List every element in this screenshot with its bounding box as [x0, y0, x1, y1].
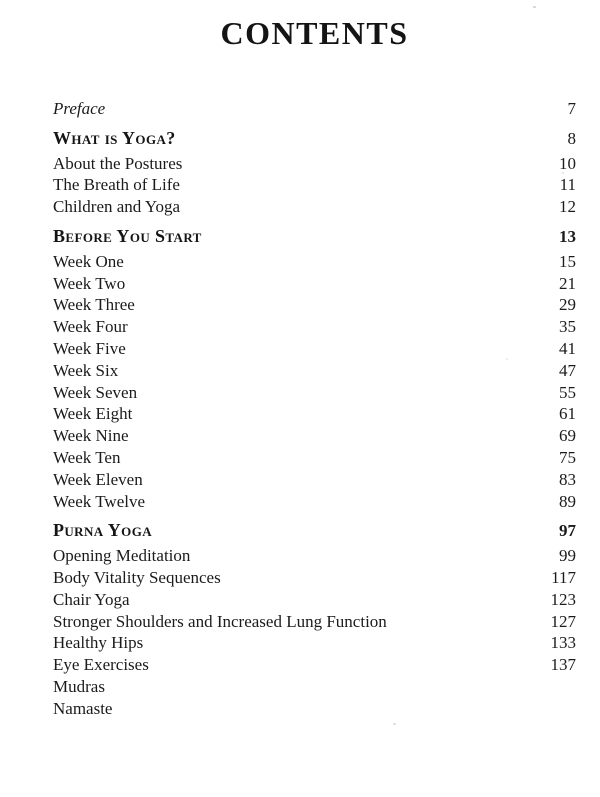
toc-entry — [53, 174, 576, 196]
toc-entry-label: Before You Start — [53, 225, 202, 246]
toc-entry-label: About the Postures — [53, 153, 183, 173]
toc-entry-label: Preface — [53, 99, 106, 118]
toc-entry — [53, 226, 576, 248]
toc-entry — [53, 294, 576, 316]
toc-entry — [53, 128, 576, 150]
toc-entry — [53, 153, 576, 175]
toc-entry-page: 47 — [559, 360, 576, 380]
toc-entry-label: Purna Yoga — [53, 520, 152, 541]
toc-entry-page: 89 — [559, 491, 576, 511]
toc-entry-page: 69 — [559, 426, 576, 446]
toc-entry-label: Week Two — [53, 273, 126, 293]
scan-speck — [562, 172, 564, 174]
toc-entry — [53, 654, 576, 676]
toc-entry — [53, 360, 576, 382]
toc-entry-page: 35 — [559, 317, 576, 337]
toc-entry-page: 55 — [559, 382, 576, 402]
toc-entry-page: 21 — [559, 273, 576, 293]
toc-entry-page: 99 — [559, 546, 576, 566]
toc-entry-label: Mudras — [53, 676, 105, 696]
toc-entry-label: Week Ten — [53, 447, 121, 467]
toc-entry — [53, 425, 576, 447]
toc-entry-label: Stronger Shoulders and Increased Lung Function — [53, 611, 387, 631]
toc-entry-page: 7 — [567, 99, 576, 118]
toc-entry-label: Week Five — [53, 338, 126, 358]
toc-entry — [53, 403, 576, 425]
toc-entry — [53, 545, 576, 567]
toc-entry — [53, 338, 576, 360]
toc-entry-label: Namaste — [53, 698, 113, 718]
scan-speck — [393, 723, 396, 725]
toc-entry — [53, 698, 576, 720]
toc-entry-page: 13 — [559, 226, 576, 246]
toc-entry — [53, 447, 576, 469]
toc-entry-label: Healthy Hips — [53, 633, 144, 653]
toc-entry-page: 8 — [567, 128, 576, 148]
toc-entry-label: Week Three — [53, 295, 135, 315]
toc-entry-page: 127 — [550, 611, 576, 631]
toc-entry-page: 11 — [559, 175, 576, 195]
scan-speck — [533, 6, 536, 8]
toc-entry-label: Week Seven — [53, 382, 138, 402]
toc-entry-page: 10 — [559, 153, 576, 173]
toc-entry-label: Eye Exercises — [53, 655, 149, 675]
page-title: CONTENTS — [220, 15, 409, 51]
toc-entry-label: Week Six — [53, 360, 119, 380]
toc-entry-page: 75 — [559, 447, 576, 467]
toc-entry — [53, 251, 576, 273]
toc-entry-page: 41 — [559, 338, 576, 358]
toc-entry — [53, 632, 576, 654]
toc-entry-label: What is Yoga? — [53, 127, 176, 148]
toc-entry-label: The Breath of Life — [53, 175, 180, 195]
scan-speck — [506, 358, 508, 360]
toc-entry — [53, 382, 576, 404]
toc-entry — [53, 589, 576, 611]
toc-entry — [53, 196, 576, 218]
toc-entry-page: 117 — [551, 567, 576, 587]
toc-entry — [53, 491, 576, 513]
toc-entry — [53, 676, 576, 698]
toc-entry-label: Week Twelve — [53, 491, 146, 511]
toc-entry-label: Body Vitality Sequences — [53, 567, 221, 587]
toc-entry — [53, 520, 576, 542]
toc-entry — [53, 469, 576, 491]
toc-entry-label: Week Nine — [53, 426, 129, 446]
toc-entry-label: Children and Yoga — [53, 197, 181, 217]
toc-entry-label: Week Four — [53, 317, 128, 337]
toc-entry-label: Chair Yoga — [53, 589, 130, 609]
toc-entry-page: 97 — [559, 521, 576, 541]
toc-entry — [53, 98, 576, 120]
toc-entry-label: Week Eleven — [53, 469, 143, 489]
toc-entry-page: 29 — [559, 295, 576, 315]
toc-list — [53, 98, 576, 720]
toc-entry-page: 133 — [550, 633, 576, 653]
toc-entry-page: 61 — [559, 404, 576, 424]
toc-entry-page: 123 — [550, 589, 576, 609]
toc-entry — [53, 567, 576, 589]
toc-entry-label: Week Eight — [53, 404, 133, 424]
toc-entry-page: 15 — [559, 251, 576, 271]
toc-entry-page: 12 — [559, 197, 576, 217]
toc-entry — [53, 316, 576, 338]
toc-entry-page: 137 — [550, 655, 576, 675]
toc-entry — [53, 273, 576, 295]
toc-entry-label: Week One — [53, 251, 124, 271]
toc-entry-label: Opening Meditation — [53, 546, 191, 566]
toc-entry — [53, 611, 576, 633]
toc-entry-page: 83 — [559, 469, 576, 489]
